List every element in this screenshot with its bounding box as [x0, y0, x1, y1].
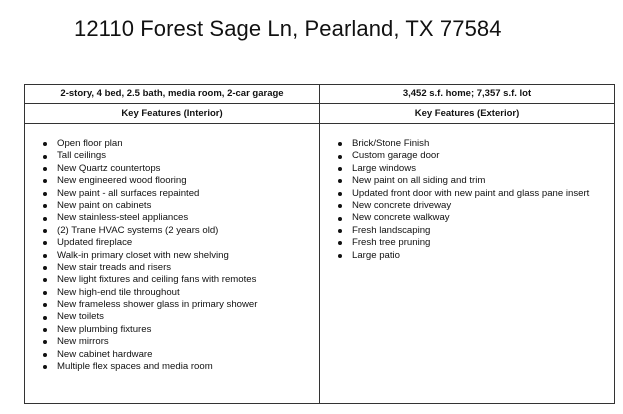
- interior-list-item: New stair treads and risers: [43, 262, 319, 274]
- interior-cell: [25, 124, 320, 404]
- lists-row: [25, 124, 615, 404]
- interior-list-item: New high-end tile throughout: [43, 287, 319, 299]
- interior-list-item: New paint on cabinets: [43, 200, 319, 212]
- interior-list-item: New paint - all surfaces repainted: [43, 188, 319, 200]
- exterior-list-item: Large windows: [338, 163, 614, 175]
- interior-heading: Key Features (Interior): [25, 104, 320, 124]
- exterior-list-item: Custom garage door: [338, 150, 614, 162]
- summary-right: 3,452 s.f. home; 7,357 s.f. lot: [320, 85, 615, 104]
- features-table: [24, 84, 615, 404]
- page-title: 12110 Forest Sage Ln, Pearland, TX 77584: [74, 16, 502, 41]
- exterior-list-item: Fresh tree pruning: [338, 237, 614, 249]
- exterior-list: [320, 124, 614, 262]
- interior-list-item: New plumbing fixtures: [43, 324, 319, 336]
- summary-row: [25, 85, 615, 104]
- interior-list-item: Open floor plan: [43, 138, 319, 150]
- exterior-cell: [320, 124, 615, 404]
- interior-list-item: New toilets: [43, 311, 319, 323]
- summary-left: 2-story, 4 bed, 2.5 bath, media room, 2-car garage: [25, 85, 320, 104]
- exterior-list-item: Brick/Stone Finish: [338, 138, 614, 150]
- interior-list-item: New mirrors: [43, 336, 319, 348]
- exterior-heading: Key Features (Exterior): [320, 104, 615, 124]
- interior-list-item: New engineered wood flooring: [43, 175, 319, 187]
- exterior-list-item: Large patio: [338, 250, 614, 262]
- exterior-list-item: New paint on all siding and trim: [338, 175, 614, 187]
- interior-list-item: Updated fireplace: [43, 237, 319, 249]
- interior-list-item: New stainless-steel appliances: [43, 212, 319, 224]
- interior-list-item: New light fixtures and ceiling fans with remotes: [43, 274, 319, 286]
- interior-list: [25, 124, 319, 373]
- interior-list-item: New frameless shower glass in primary shower: [43, 299, 319, 311]
- exterior-list-item: Fresh landscaping: [338, 225, 614, 237]
- heading-row: [25, 104, 615, 124]
- interior-list-item: New cabinet hardware: [43, 349, 319, 361]
- interior-list-item: New Quartz countertops: [43, 163, 319, 175]
- exterior-list-item: Updated front door with new paint and glass pane insert: [338, 188, 614, 200]
- exterior-list-item: New concrete driveway: [338, 200, 614, 212]
- interior-list-item: (2) Trane HVAC systems (2 years old): [43, 225, 319, 237]
- interior-list-item: Tall ceilings: [43, 150, 319, 162]
- exterior-list-item: New concrete walkway: [338, 212, 614, 224]
- interior-list-item: Walk-in primary closet with new shelving: [43, 250, 319, 262]
- interior-list-item: Multiple flex spaces and media room: [43, 361, 319, 373]
